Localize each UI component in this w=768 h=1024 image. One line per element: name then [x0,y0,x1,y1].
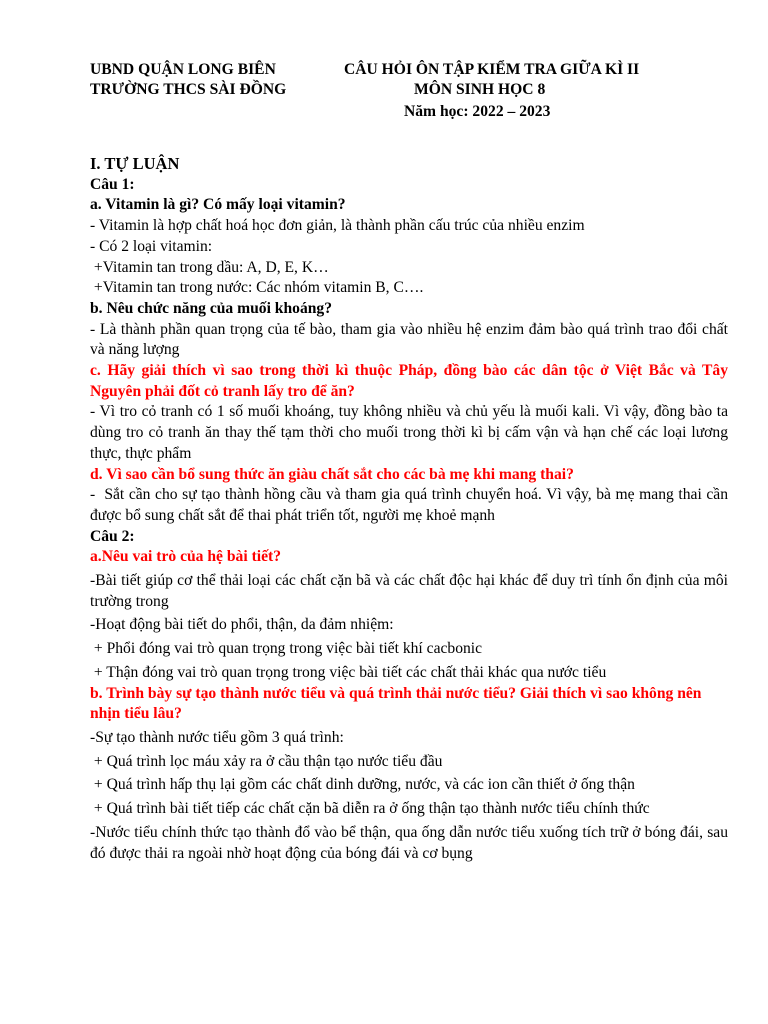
answer-1a-line: - Có 2 loại vitamin: [90,237,213,255]
question-1a: a. Vitamin là gì? Có mấy loại vitamin? [90,196,346,214]
answer-2b-line: -Nước tiểu chính thức tạo thành đổ vào bể thận, qua ống dẫn nước tiểu xuống tích trữ ở bóng đái, sau đó được thải ra ngoài nhờ hoạt động của bóng đái và cơ bụng [90,823,728,862]
answer-2b-line: -Sự tạo thành nước tiểu gồm 3 quá trình: [90,728,344,746]
section-title: I. TỰ LUẬN [90,154,180,173]
answer-2a-line: + Thận đóng vai trò quan trọng trong việc bài tiết các chất thải khác qua nước tiểu [90,663,607,681]
question-2b: b. Trình bày sự tạo thành nước tiểu và quá trình thải nước tiểu? Giải thích vì sao không nên nhịn tiểu lâu? [90,684,702,723]
answer-1c: - Vì tro cỏ tranh có 1 số muối khoáng, tuy không nhiều và chủ yếu là muối kali. Vì vậy, đồng bào ta dùng tro cỏ tranh ăn thay thế tạm thời cho muối trong thời kì bị cấm vận và hạn chế các loại lương thực, thực phẩm [90,403,728,462]
answer-2a-line: -Hoạt động bài tiết do phổi, thận, da đảm nhiệm: [90,616,394,634]
question-1c: c. Hãy giải thích vì sao trong thời kì thuộc Pháp, đồng bào các dân tộc ở Việt Bắc và Tây Nguyên phải đốt cỏ tranh lấy tro để ăn? [90,362,728,400]
header-subject: MÔN SINH HỌC 8 [414,81,546,98]
answer-2a-line: + Phổi đóng vai trò quan trọng trong việc bài tiết khí cacbonic [90,640,483,658]
answer-1a-line: +Vitamin tan trong nước: Các nhóm vitamin B, C…. [90,279,424,297]
question-1b: b. Nêu chức năng của muối khoáng? [90,299,333,317]
question-1d: d. Vì sao cần bổ sung thức ăn giàu chất sắt cho các bà mẹ khi mang thai? [90,465,574,483]
answer-1a-line: +Vitamin tan trong dầu: A, D, E, K… [90,258,329,276]
document-body [90,154,732,864]
question-2-title: Câu 2: [90,527,135,545]
question-1-title: Câu 1: [90,175,135,193]
header-school: TRƯỜNG THCS SÀI ĐỒNG [90,81,287,98]
answer-2b-line: + Quá trình hấp thụ lại gồm các chất dinh dưỡng, nước, và các ion cần thiết ở ống thận [90,776,635,794]
question-2a: a.Nêu vai trò của hệ bài tiết? [90,548,282,566]
header-exam-title: CÂU HỎI ÔN TẬP KIỂM TRA GIỮA KÌ II [344,61,640,78]
answer-2b-line: + Quá trình lọc máu xảy ra ở cầu thận tạo nước tiểu đầu [90,752,443,770]
answer-1b: - Là thành phần quan trọng của tế bào, tham gia vào nhiều hệ enzim đảm bào quá trình trao đổi chất và năng lượng [90,320,728,359]
answer-2a-line: -Bài tiết giúp cơ thể thải loại các chất cặn bã và các chất độc hại khác để duy trì tính ổn định của môi trường trong [90,572,728,610]
header-district: UBND QUẬN LONG BIÊN [90,61,276,78]
header-school-year: Năm học: 2022 – 2023 [404,103,551,120]
answer-1a-line: - Vitamin là hợp chất hoá học đơn giản, là thành phần cấu trúc của nhiều enzim [90,217,585,235]
answer-2b-line: + Quá trình bài tiết tiếp các chất cặn bã diễn ra ở ống thận tạo thành nước tiểu chính thức [90,800,650,818]
answer-1d: - Sắt cần cho sự tạo thành hồng cầu và tham gia quá trình chuyển hoá. Vì vậy, bà mẹ mang thai cần được bổ sung chất sắt để thai phát triển tốt, người mẹ khoẻ mạnh [90,486,732,524]
